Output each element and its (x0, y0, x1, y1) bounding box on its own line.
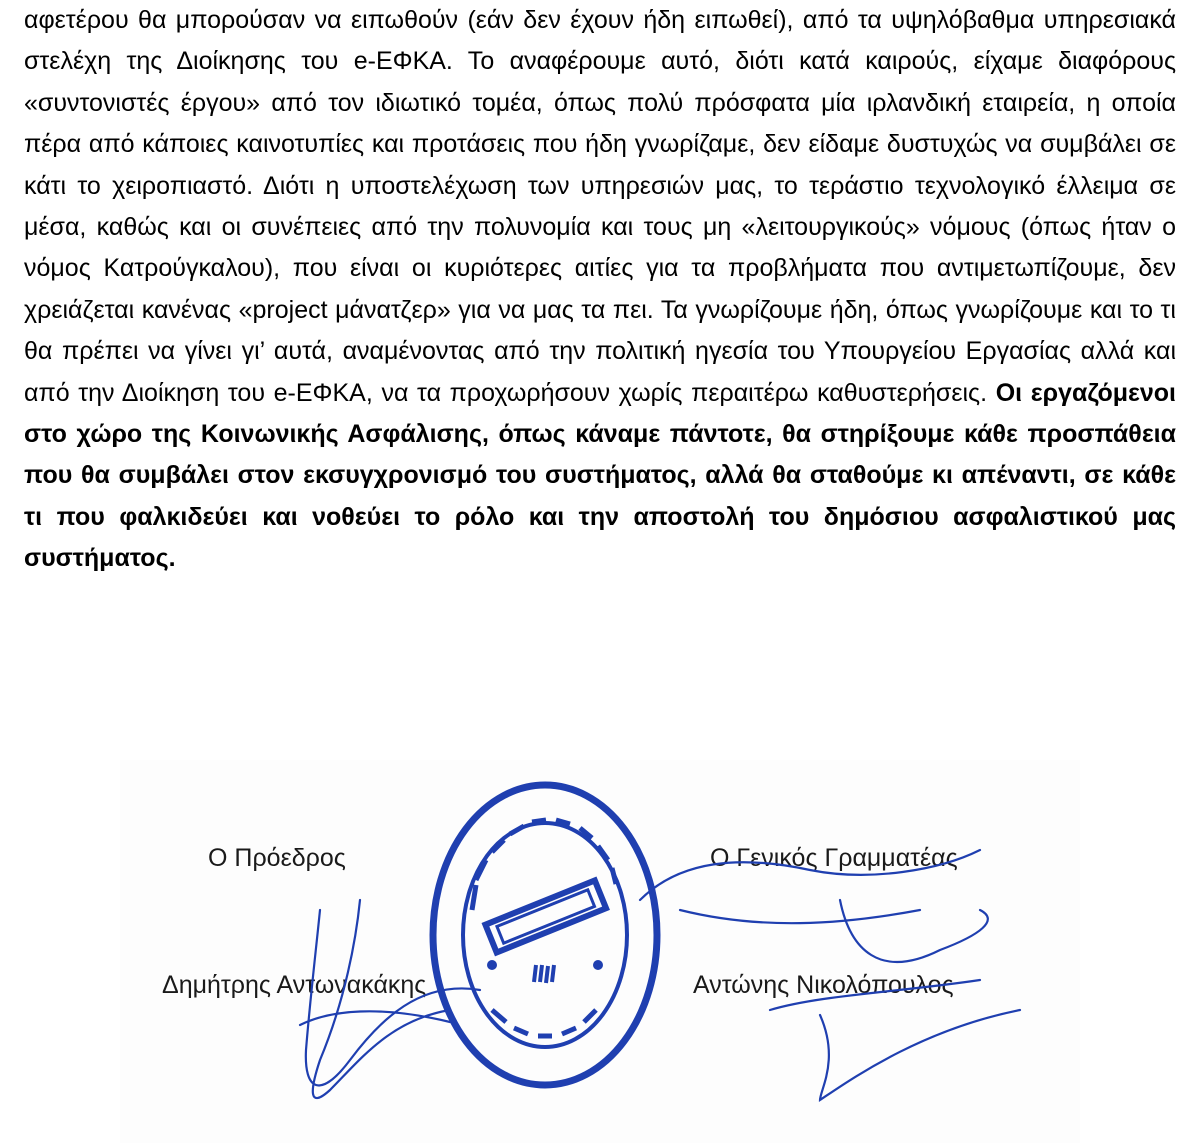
paragraph-bold-text: Οι εργαζόμενοι στο χώρο της Κοινωνικής Ασφάλισης, όπως κάναμε πάντοτε, θα στηρίξουμε κάθε προσπάθεια που θα συμβάλει στον εκσυγχρονισμό του συστήματος, αλλά θα σταθούμε κι απέναντι, σε κάθε τι που φαλκιδεύει και νοθεύει το ρόλο και την αποστολή του δημόσιου ασφαλιστικού μας συστήματος. (24, 378, 1176, 573)
body-paragraph (24, 0, 1176, 580)
official-stamp (433, 785, 657, 1085)
secretary-title: Ο Γενικός Γραμματέας (710, 844, 958, 872)
president-signature (300, 900, 480, 1098)
secretary-signature (640, 850, 1020, 1100)
president-name: Δημήτρης Αντωνακάκης (162, 971, 427, 999)
paragraph-normal-text: αφετέρου θα μπορούσαν να ειπωθούν (εάν δεν έχουν ήδη ειπωθεί), από τα υψηλόβαθμα υπηρεσιακά στελέχη της Διοίκησης του e-ΕΦΚΑ. Το αναφέρουμε αυτό, διότι κατά καιρούς, είχαμε διαφόρους «συντονιστές έργου» από τον ιδιωτικό τομέα, όπως πολύ πρόσφατα μία ιρλανδική εταιρεία, η οποία πέρα από κάποιες καινοτυπίες και προτάσεις που ήδη γνωρίζαμε, δεν είδαμε δυστυχώς να συμβάλει σε κάτι το χειροπιαστό. Διότι η υποστελέχωση των υπηρεσιών μας, το τεράστιο τεχνολογικό έλλειμα σε μέσα, καθώς και οι συνέπειες από την πολυνομία και τους μη «λειτουργικούς» νόμους (όπως ήταν ο νόμος Κατρούγκαλου), που είναι οι κυριότερες αιτίες για τα προβλήματα που αντιμετωπίζουμε, δεν χρειάζεται κανένας «project μάνατζερ» για να μας τα πει. Τα γνωρίζουμε ήδη, όπως γνωρίζουμε και το τι θα πρέπει να γίνει γι’ αυτά, αναμένοντας από την πολιτική ηγεσία του Υπουργείου Εργασίας αλλά και από την Διοίκηση του e-ΕΦΚΑ, να τα προχωρήσουν χωρίς περαιτέρω καθυστερήσεις. (24, 6, 1176, 407)
president-title: Ο Πρόεδρος (208, 844, 346, 872)
secretary-name: Αντώνης Νικολόπουλος (693, 971, 954, 999)
signature-block (120, 760, 1080, 1143)
signatures-and-stamp (120, 760, 1080, 1143)
